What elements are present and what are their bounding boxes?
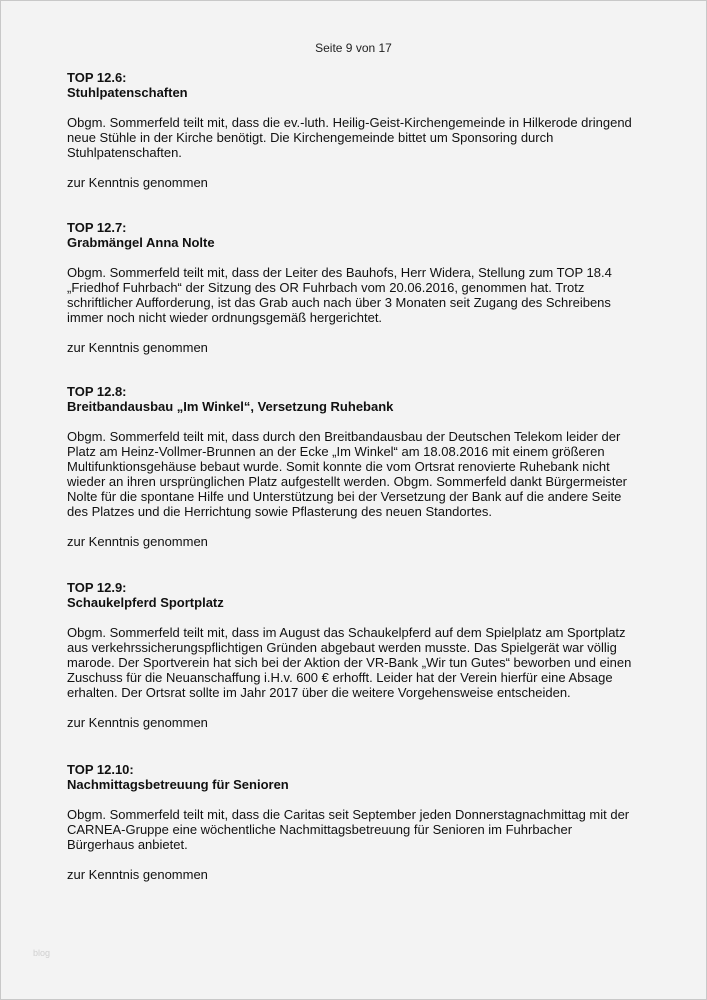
- body-line: wieder an ihren ursprünglichen Platz aufgestellt werden. Obgm. Sommerfeld dankt Bürgermeister: [67, 474, 627, 489]
- agenda-item-title: Stuhlpatenschaften: [67, 85, 188, 100]
- body-line: Obgm. Sommerfeld teilt mit, dass durch den Breitbandausbau der Deutschen Telekom leider der: [67, 429, 621, 444]
- body-line: Obgm. Sommerfeld teilt mit, dass die Caritas seit September jeden Donnerstagnachmittag mit der: [67, 807, 630, 822]
- body-line: Multifunktionsgehäuse bebaut wurde. Somit konnte die vom Ortsrat renovierte Ruhebank nicht: [67, 459, 610, 474]
- body-line: Zuschuss für die Neuanschaffung i.H.v. 600 € erhofft. Leider hat der Verein hierfür eine Absage: [67, 670, 613, 685]
- watermark: blog: [33, 948, 51, 958]
- body-line: Nolte für die spontane Hilfe und Unterstützung bei der Versetzung der Bank auf die andere Seite: [67, 489, 622, 504]
- body-line: neue Stühle in der Kirche benötigt. Die Kirchengemeinde bittet um Sponsoring durch: [67, 130, 554, 145]
- body-line: Obgm. Sommerfeld teilt mit, dass der Leiter des Bauhofs, Herr Widera, Stellung zum TOP 18.4: [67, 265, 612, 280]
- agenda-item-title: Schaukelpferd Sportplatz: [67, 595, 224, 610]
- body-line: marode. Der Sportverein hat sich bei der Aktion der VR-Bank „Wir tun Gutes“ beworben und einen: [67, 655, 632, 670]
- agenda-item-number: TOP 12.8:: [67, 384, 127, 399]
- page-number: Seite 9 von 17: [315, 41, 392, 55]
- body-line: „Friedhof Fuhrbach“ der Sitzung des OR Fuhrbach vom 20.06.2016, genommen hat. Trotz: [67, 280, 585, 295]
- agenda-item: [67, 220, 647, 355]
- agenda-item: [67, 70, 647, 190]
- body-line: aus verkehrssicherungspflichtigen Gründen abgebaut werden musste. Das Spielgerät war völlig: [67, 640, 617, 655]
- body-line: Stuhlpatenschaften.: [67, 145, 182, 160]
- agenda-item-title: Nachmittagsbetreuung für Senioren: [67, 777, 289, 792]
- agenda-item-result: zur Kenntnis genommen: [67, 715, 208, 730]
- agenda-item-title: Grabmängel Anna Nolte: [67, 235, 215, 250]
- body-line: schriftlicher Aufforderung, ist das Grab auch nach über 3 Monaten seit Zugang des Schreibens: [67, 295, 611, 310]
- body-line: des Platzes und die Herrichtung sowie Pflasterung des neuen Standortes.: [67, 504, 492, 519]
- body-line: Bürgerhaus anbietet.: [67, 837, 188, 852]
- body-line: Obgm. Sommerfeld teilt mit, dass die ev.-luth. Heilig-Geist-Kirchengemeinde in Hilkerode dringend: [67, 115, 632, 130]
- agenda-item: [67, 762, 647, 882]
- body-line: immer noch nicht wieder ordnungsgemäß hergerichtet.: [67, 310, 383, 325]
- agenda-item: [67, 580, 647, 730]
- agenda-item-result: zur Kenntnis genommen: [67, 534, 208, 549]
- body-line: Platz am Heinz-Vollmer-Brunnen an der Ecke „Im Winkel“ am 18.08.2016 mit einem größeren: [67, 444, 605, 459]
- body-line: erhalten. Der Ortsrat sollte im Jahr 2017 über die weitere Vorgehensweise entscheiden.: [67, 685, 571, 700]
- agenda-item-body: [67, 265, 647, 325]
- agenda-item-result: zur Kenntnis genommen: [67, 340, 208, 355]
- agenda-item-body: [67, 115, 647, 160]
- agenda-item: [67, 384, 647, 549]
- agenda-item-title: Breitbandausbau „Im Winkel“, Versetzung Ruhebank: [67, 399, 394, 414]
- agenda-item-body: [67, 625, 647, 700]
- body-line: Obgm. Sommerfeld teilt mit, dass im August das Schaukelpferd auf dem Spielplatz am Sportplatz: [67, 625, 626, 640]
- body-line: CARNEA-Gruppe eine wöchentliche Nachmittagsbetreuung für Senioren im Fuhrbacher: [67, 822, 573, 837]
- agenda-item-number: TOP 12.10:: [67, 762, 134, 777]
- agenda-item-result: zur Kenntnis genommen: [67, 867, 208, 882]
- agenda-item-number: TOP 12.7:: [67, 220, 127, 235]
- agenda-item-result: zur Kenntnis genommen: [67, 175, 208, 190]
- agenda-item-number: TOP 12.6:: [67, 70, 127, 85]
- agenda-item-body: [67, 429, 647, 519]
- agenda-item-body: [67, 807, 647, 852]
- agenda-item-number: TOP 12.9:: [67, 580, 127, 595]
